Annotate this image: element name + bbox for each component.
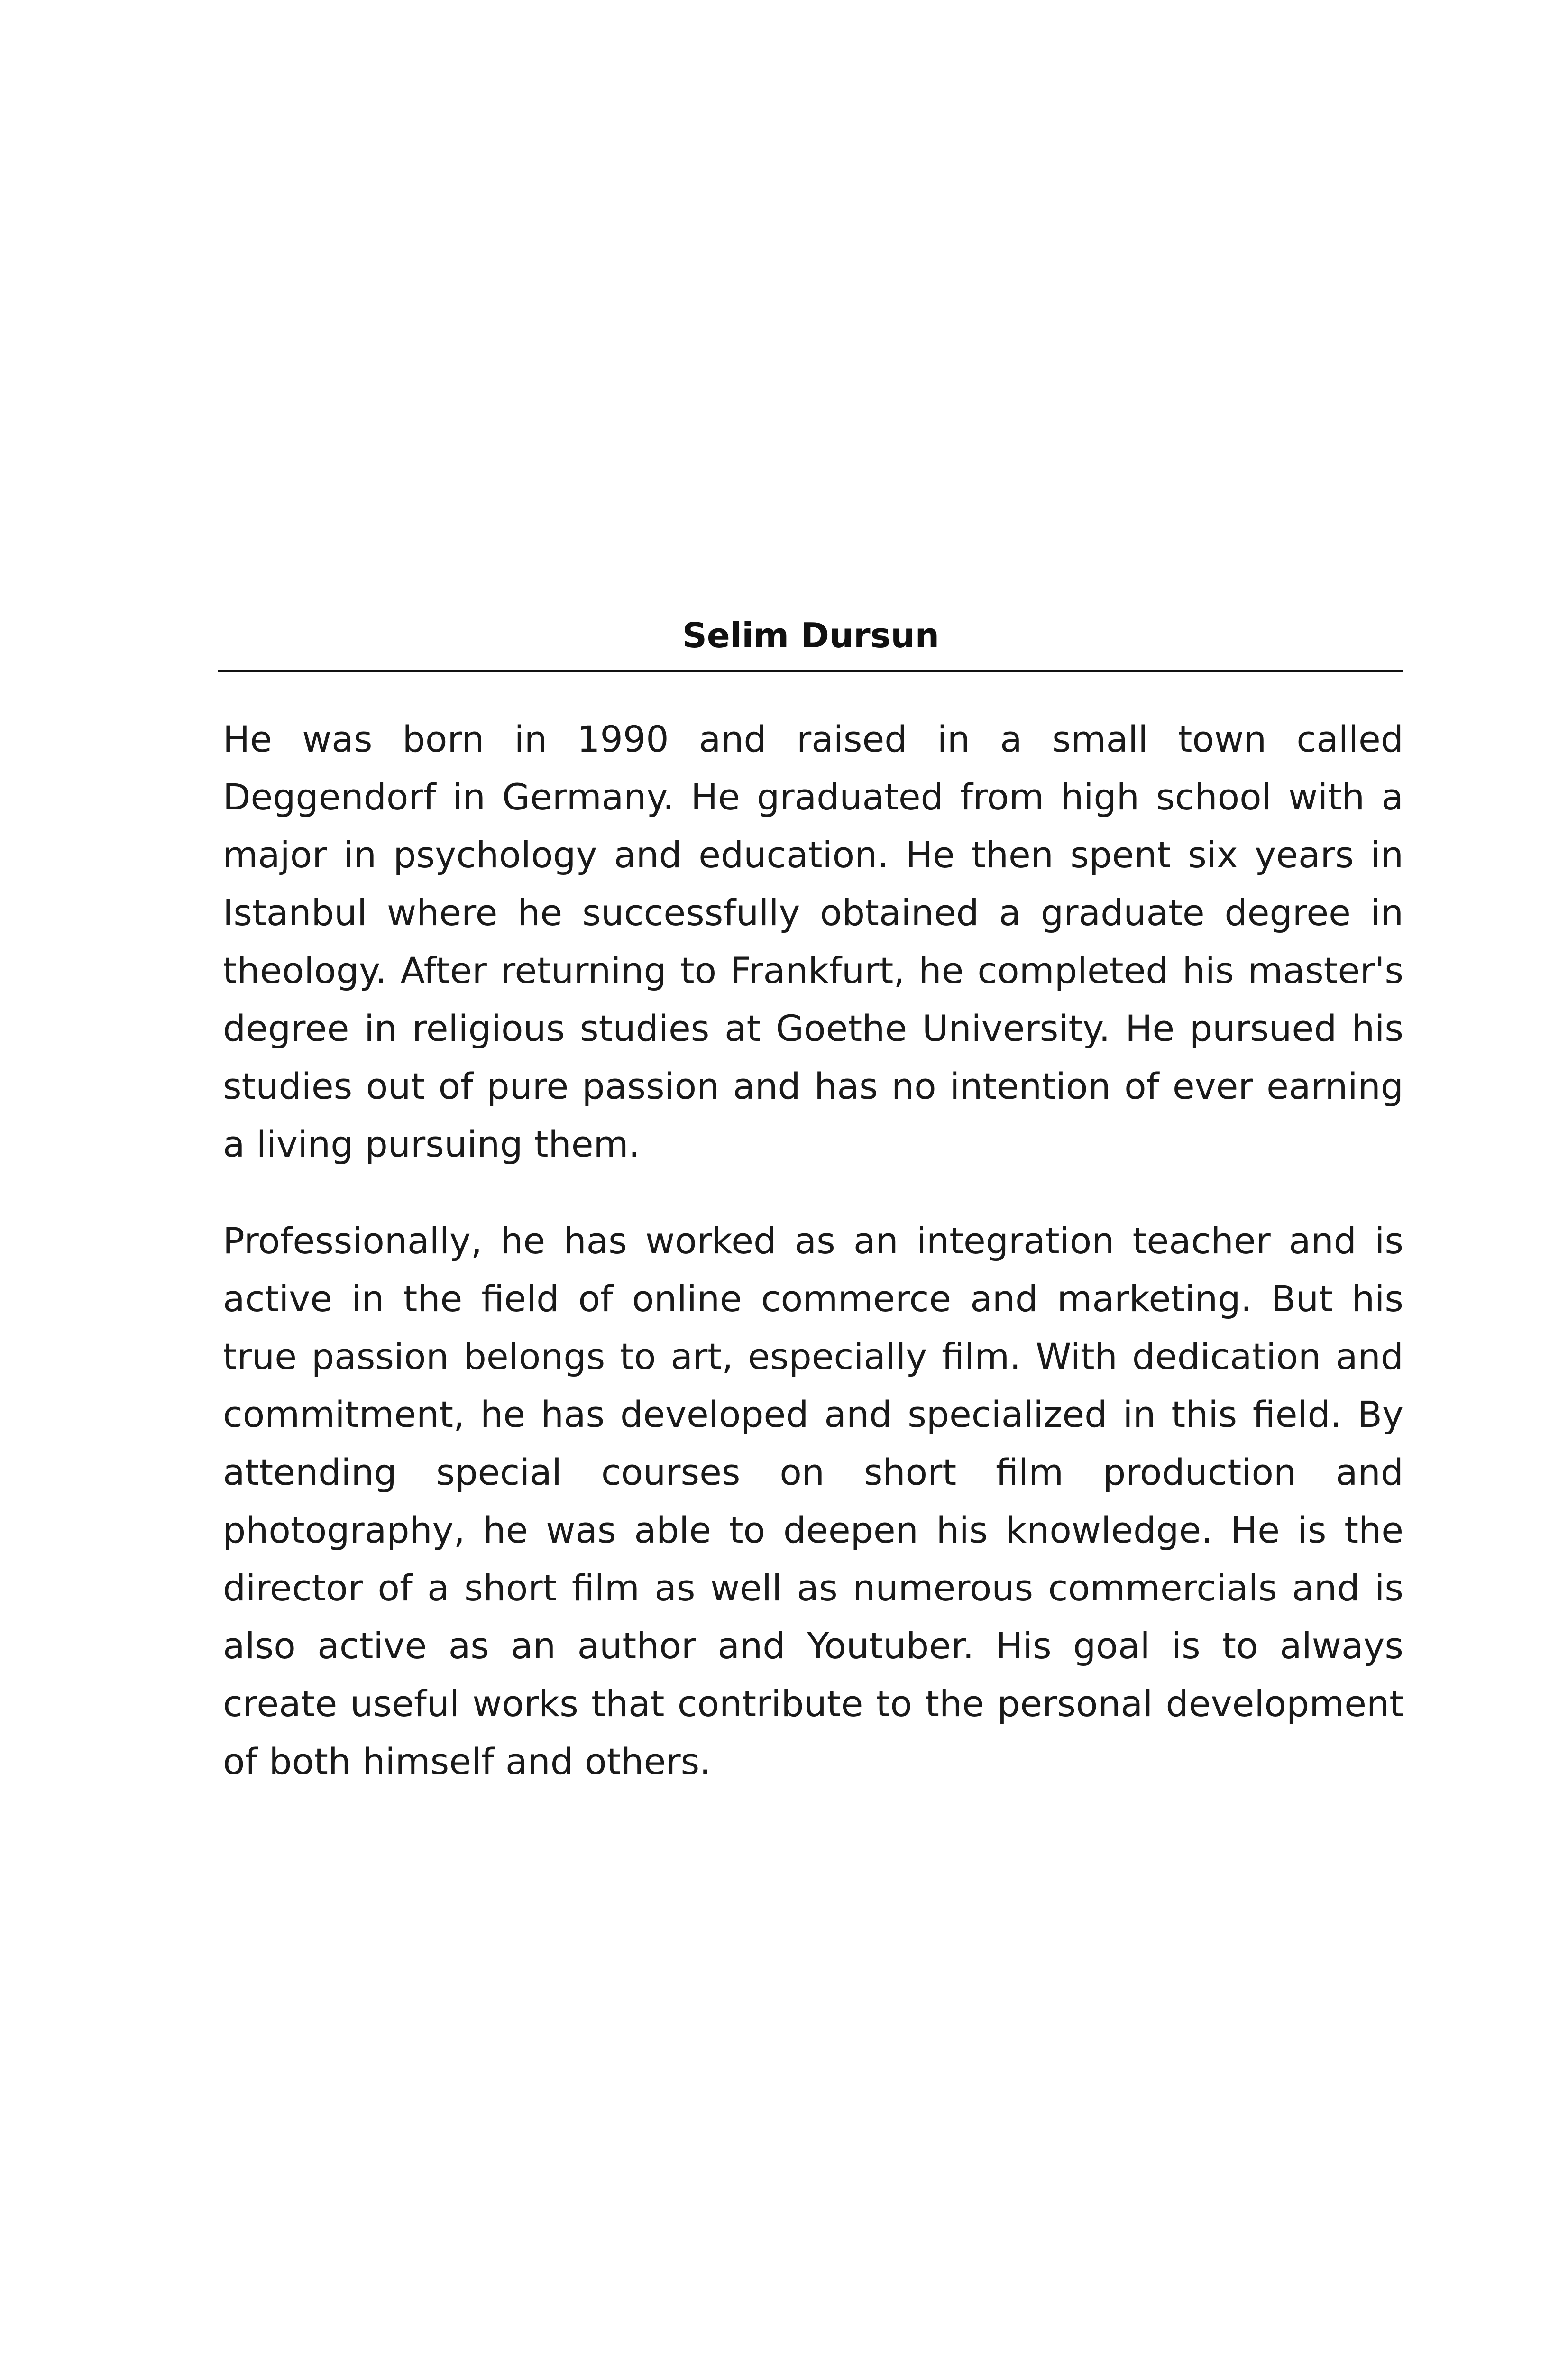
bio-paragraph-1: He was born in 1990 and raised in a small town called Deggendorf in Germany. He graduated from high school with a major in psychology and education. He then spent six years in Istanbul where he successfully obtained a graduate degree in theology. After returning to Frankfurt, he completed his master's degree in religious studies at Goethe University. He pursued his studies out of pure passion and has no intention of ever earning a living pursuing them.: [223, 718, 1403, 1165]
author-bio-section: [218, 612, 1403, 1827]
bio-paragraph-2: Professionally, he has worked as an integration teacher and is active in the field of online commerce and marketing. But his true passion belongs to art, especially film. With dedication and commitment, he has developed and specialized in this field. By attending special courses on short film production and photography, he was able to deepen his knowledge. He is the director of a short film as well as numerous commercials and is also active as an author and Youtuber. His goal is to always create useful works that contribute to the personal development of both himself and others.: [223, 1220, 1403, 1783]
author-name-heading: Selim Dursun: [682, 616, 940, 655]
heading-divider: [218, 670, 1403, 672]
